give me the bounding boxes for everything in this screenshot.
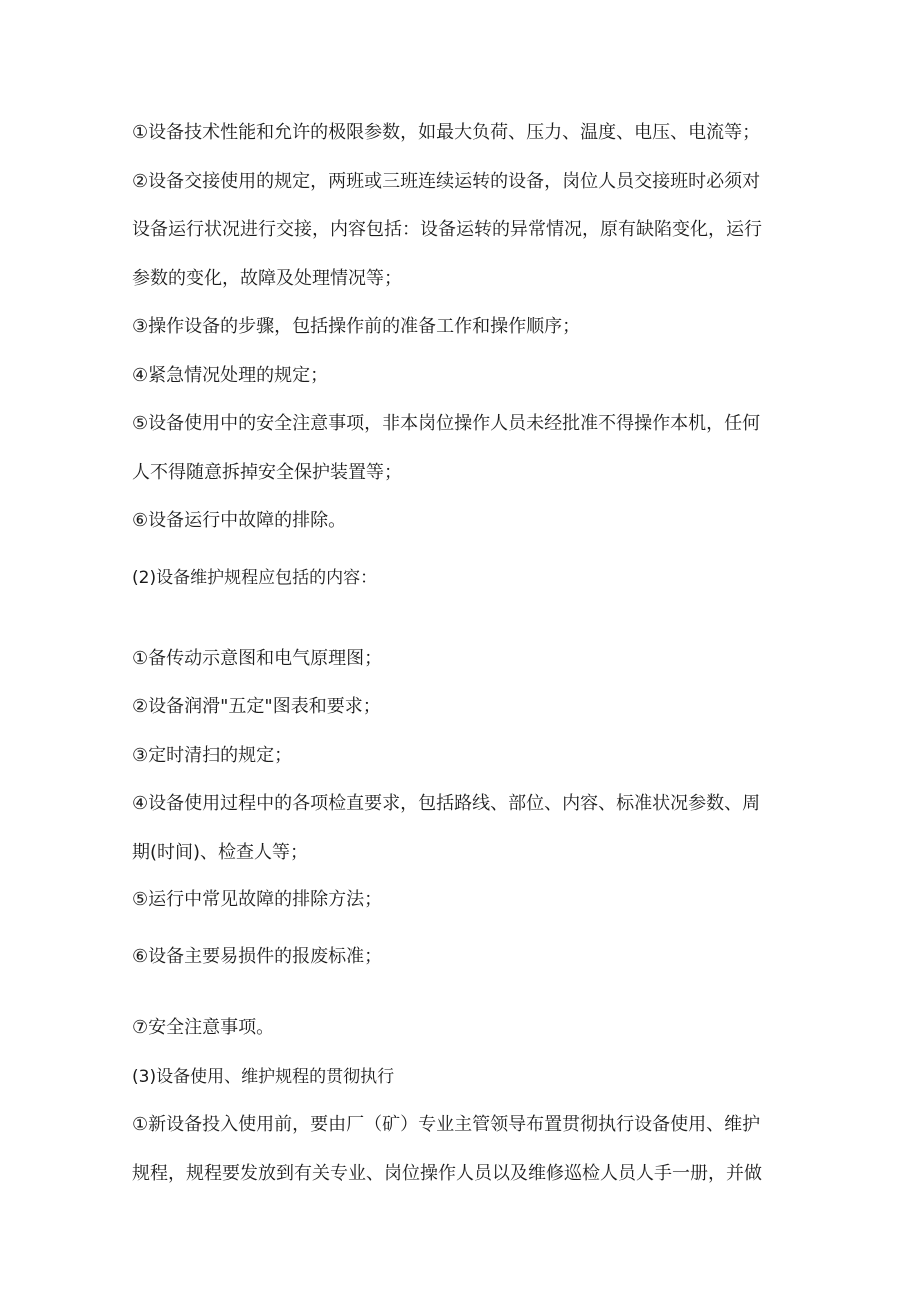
text-line: ⑤设备使用中的安全注意事项，非本岗位操作人员未经批准不得操作本机，任何 — [132, 413, 761, 434]
text-line: ⑤运行中常见故障的排除方法； — [132, 889, 383, 910]
text-line: 参数的变化，故障及处理情况等； — [132, 268, 402, 289]
text-line: 规程，规程要发放到有关专业、岗位操作人员以及维修巡检人员人手一册，并做 — [132, 1163, 762, 1184]
text-line: ②设备润滑"五定"图表和要求； — [132, 696, 381, 717]
text-line: ①备传动示意图和电气原理图； — [132, 648, 383, 669]
section-heading: (2)设备维护规程应包括的内容： — [132, 568, 378, 588]
text-line: 人不得随意拆掉安全保护装置等； — [132, 462, 402, 483]
text-line: 期(时间)、检查人等； — [132, 842, 309, 863]
text-line: ①设备技术性能和允许的极限参数，如最大负荷、压力、温度、电压、电流等； — [132, 122, 761, 143]
text-line: ④设备使用过程中的各项检直要求，包括路线、部位、内容、标准状况参数、周 — [132, 793, 761, 814]
text-line: ⑥设备运行中故障的排除。 — [132, 510, 347, 531]
text-line: ③定时清扫的规定； — [132, 745, 293, 766]
text-line: ④紧急情况处理的规定； — [132, 365, 329, 386]
text-line: ⑥设备主要易损件的报废标准； — [132, 946, 383, 967]
text-line: 设备运行状况进行交接，内容包括：设备运转的异常情况，原有缺陷变化，运行 — [132, 219, 762, 240]
text-line: ①新设备投入使用前，要由厂（矿）专业主管领导布置贯彻执行设备使用、维护 — [132, 1114, 761, 1135]
text-line: ③操作设备的步骤，包括操作前的准备工作和操作顺序； — [132, 316, 581, 337]
section-heading: (3)设备使用、维护规程的贯彻执行 — [132, 1067, 395, 1087]
text-line: ②设备交接使用的规定，两班或三班连续运转的设备，岗位人员交接班时必须对 — [132, 171, 761, 192]
text-line: ⑦安全注意事项。 — [132, 1017, 275, 1038]
